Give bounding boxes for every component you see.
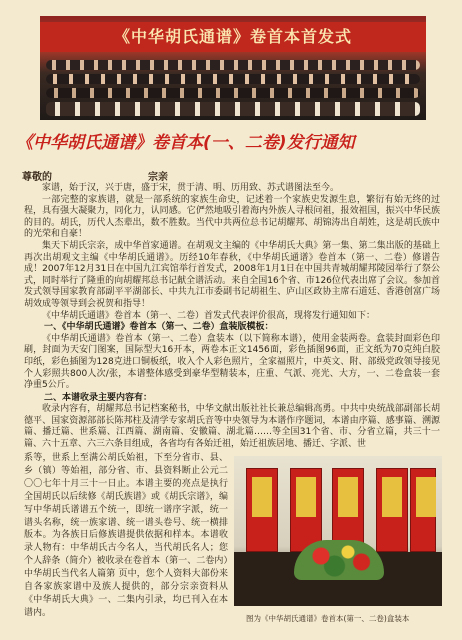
paragraph: 集天下胡氏宗亲，成中华首家通谱。在胡观文主编的《中华胡氏大典》第一集、第二集出版的基础上再次出胡观文主编《中华胡氏通谱》。历经10年春秋，《中华胡氏通谱》卷首本（第一、二卷）修谱告成！2007年12月31日在中国九江宾馆举行首发式，2008年1月1日在中国共青城胡耀邦陵园举行了祭公式，同时举行了隆重的向胡耀邦总书记献全谱活动。来自全国16个省、市126位代表出席了会议。参加首发式领导国家教育部副平平湖部长、中共九江市委副书记胡祖生、庐山区政协主席石道廷、香港创富广场胡效成等领导到会祝贺和指导！ [24,240,440,309]
launch-ceremony-photo [40,16,426,120]
paragraph: 《中华胡氏通谱》卷首本（第一、二卷）盒装本（以下简称本谱），使用金装两卷。盒装封面彩色印刷，封面为天安门图案，国际型大16开本，两卷本正文1456面，彩色插图96面，正文纸为70克纯白胶印纸，彩色插图为128克进口铜板纸，收入个人彩色照片，全家福照片，中英文、附、部级党政领导接见个人彩照共800人次/张，本谱整体感受到豪华型精装本，庄重、气派、亮光、大方，一、二卷盒装一套净重5公斤。 [24,333,440,391]
notice-body-continued [24,452,228,620]
paragraph: 《中华胡氏通谱》卷首本（第一、二卷）首发式代表评价很高，现将发行通知如下： [42,310,376,321]
salutation-left: 尊敬的 [22,172,52,183]
crowd-row [46,102,420,116]
paragraph: 一部完整的家族谱，就是一部系统的家族生命史，记述着一个家族史发源生息，繁衍有始无终的过程，具有强大凝聚力，同化力，认同感。它俨然地吸引着海内外族人寻根问祖，报效祖国，振兴中华民族的目的。胡氏，历代人杰辈出，数不胜数。当代中共两位总书记胡耀邦、胡锦涛出自胡姓，这是胡氏族中的光荣和自豪！ [24,194,440,240]
box-set-photo [234,456,442,606]
section-heading-2: 二、本谱收录主要内容有： [44,392,153,403]
paragraph: 收录内容有，胡耀邦总书记档案秘书，中华文献出版社社长兼总编辑高勇。中共中央统战部副部长胡德平、国家资源部部长陈邦柱及清学专家胡氏音等中央领导为本谱作序题词，本谱由序篇、感事篇、溯源篇、播迁篇、世系篇、江西篇、湖南篇、安徽篇、湖北篇……等全国31个省、市、分省立篇，共三十一篇、六十五章、六三六条目组成，各省均有各始迁祖，始迁祖族居地、播迁、字派、世 [24,404,440,450]
ceremony-banner: 《中华胡氏通谱》卷首本首发式 [40,22,426,52]
paragraph: 家谱，始于汉，兴于唐，盛于宋，贯于清、明、历用致、苏式谱图法至今。 [42,183,340,193]
section-heading-1: 一、《中华胡氏通谱》卷首本（第一、二卷）盒装版模板： [44,322,274,333]
salutation-right: 宗亲 [148,172,168,183]
book-volume-image [290,468,322,552]
paragraph: 系等，世系上至满公胡氏始祖，下至分省市、县、乡（镇）等始祖，部分省、市、县资料断止公元二〇〇七年十月三十一日止。本谱主要的亮点是执行全国胡氏以后续修《胡氏族谱》或《胡氏宗谱》，编写中华胡氏谱谱五个统一，即统一谱序字派，统一谱头名称，统一族家谱、统一谱头卷号、统一横排版本。为各族日后修族谱提供依据和样本。本谱收录人物有：中华胡氏古今名人，当代胡氏名人；您个人辞条（简介）被收录在卷首本（第一、二卷内）中华胡氏当代名人篇第 页中，您个人资料大部份来自各家族家谱中及族人提供的，部分宗亲资料从《中华胡氏大典》一、二集内引录，均已刊入在本谱内。 [24,453,228,618]
book-volume-image [410,468,436,552]
crowd-row [46,74,420,84]
notice-body [24,183,440,451]
book-volume-image [246,468,278,552]
crowd-row [46,88,420,98]
flower-arrangement [294,540,384,580]
notice-title: 《中华胡氏通谱》卷首本(一、二卷)发行通知 [16,133,355,153]
crowd-row [46,60,420,70]
book-volume-image [376,468,408,552]
photo-caption: 图为《中华胡氏通谱》卷首本(第一、二卷)盒装本 [246,614,410,623]
